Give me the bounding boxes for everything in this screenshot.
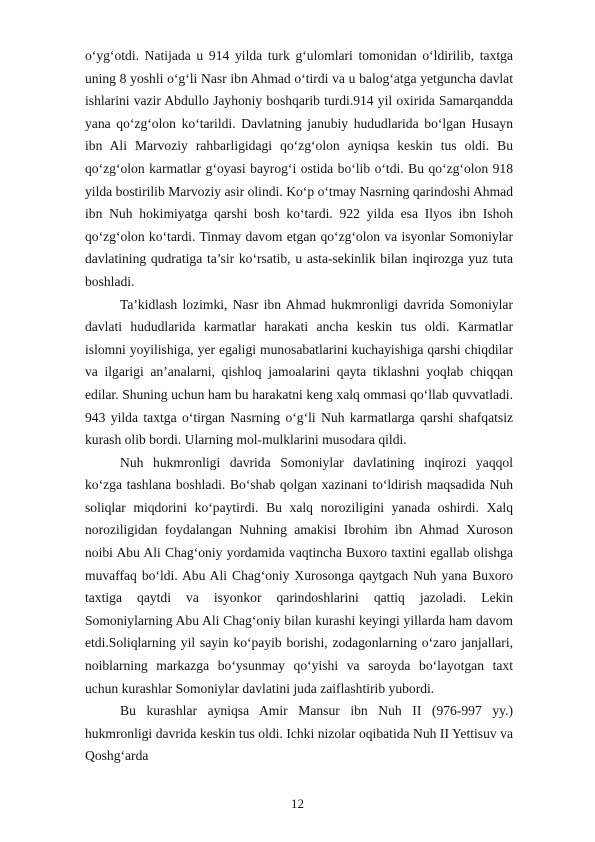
- paragraph-2: Ta’kidlash lozimki, Nasr ibn Ahmad hukmronligi davrida Somoniylar davlati hududlarida karmatlar harakati ancha keskin tus oldi. Karmatlar islomni yoyilishiga, yer egaligi munosabatlarini kuchayishiga qarshi chiqdilar va ilgarigi an’analarni, qishloq jamoalarini qayta tiklashni yoqlab chiqqan edilar. Shuning uchun ham bu harakatni keng xalq ommasi qo‘llab quvvatladi. 943 yilda taxtga o‘tirgan Nasrning o‘g‘li Nuh karmatlarga qarshi shafqatsiz kurash olib bordi. Ularning mol-mulklarini musodara qildi.: [85, 296, 513, 448]
- paragraph-4: Bu kurashlar ayniqsa Amir Mansur ibn Nuh II (976-997 yy.) hukmronligi davrida keskin tus oldi. Ichki nizolar oqibatida Nuh II Yettisuv va Qoshg‘arda: [85, 703, 513, 764]
- paragraph-3: Nuh hukmronligi davrida Somoniylar davlatining inqirozi yaqqol ko‘zga tashlana boshladi. Bo‘shab qolgan xazinani to‘ldirish maqsadida Nuh soliqlar miqdorini ko‘paytirdi. Bu xalq noroziligini yanada oshirdi. Xalq noroziligidan foydalangan Nuhning amakisi Ibrohim ibn Ahmad Xuroson noibi Abu Ali Chag‘oniy yordamida vaqtincha Buxoro taxtini egallab olishga muvaffaq bo‘ldi. Abu Ali Chag‘oniy Xurosonga qaytgach Nuh yana Buxoro taxtiga qaytdi va isyonkor qarindoshlarini qattiq jazoladi. Lekin Somoniylarning Abu Ali Chag‘oniy bilan kurashi keyingi yillarda ham davom etdi.Soliqlarning yil sayin ko‘payib borishi, zodagonlarning o‘zaro janjallari, noiblarning markazga bo‘ysunmay qo‘yishi va saroyda bo‘layotgan taxt uchun kurashlar Somoniylar davlatini juda zaiflashtirib yubordi.: [85, 454, 513, 696]
- paragraph-1: o‘yg‘otdi. Natijada u 914 yilda turk g‘ulomlari tomonidan o‘ldirilib, taxtga uning 8 yoshli o‘g‘li Nasr ibn Ahmad o‘tirdi va u balog‘atga yetguncha davlat ishlarini vazir Abdullo Jayhoniy boshqarib turdi.914 yil oxirida Samarqandda yana qo‘zg‘olon ko‘tarildi. Davlatning janubiy hududlarida bo‘lgan Husayn ibn Ali Marvoziy rahbarligidagi qo‘zg‘olon ayniqsa keskin tus oldi. Bu qo‘zg‘olon karmatlar g‘oyasi bayrog‘i ostida bo‘lib o‘tdi. Bu qo‘zg‘olon 918 yilda bostirilib Marvoziy asir olindi. Ko‘p o‘tmay Nasrning qarindoshi Ahmad ibn Nuh hokimiyatga qarshi bosh ko‘tardi. 922 yilda esa Ilyos ibn Ishoh qo‘zg‘olon ko‘tardi. Tinmay davom etgan qo‘zg‘olon va isyonlar Somoniylar davlatining qudratiga ta’sir ko‘rsatib, u asta-sekinlik bilan inqirozga yuz tuta boshladi.: [85, 48, 513, 289]
- document-page: [85, 45, 513, 768]
- page-number: 12: [291, 796, 304, 811]
